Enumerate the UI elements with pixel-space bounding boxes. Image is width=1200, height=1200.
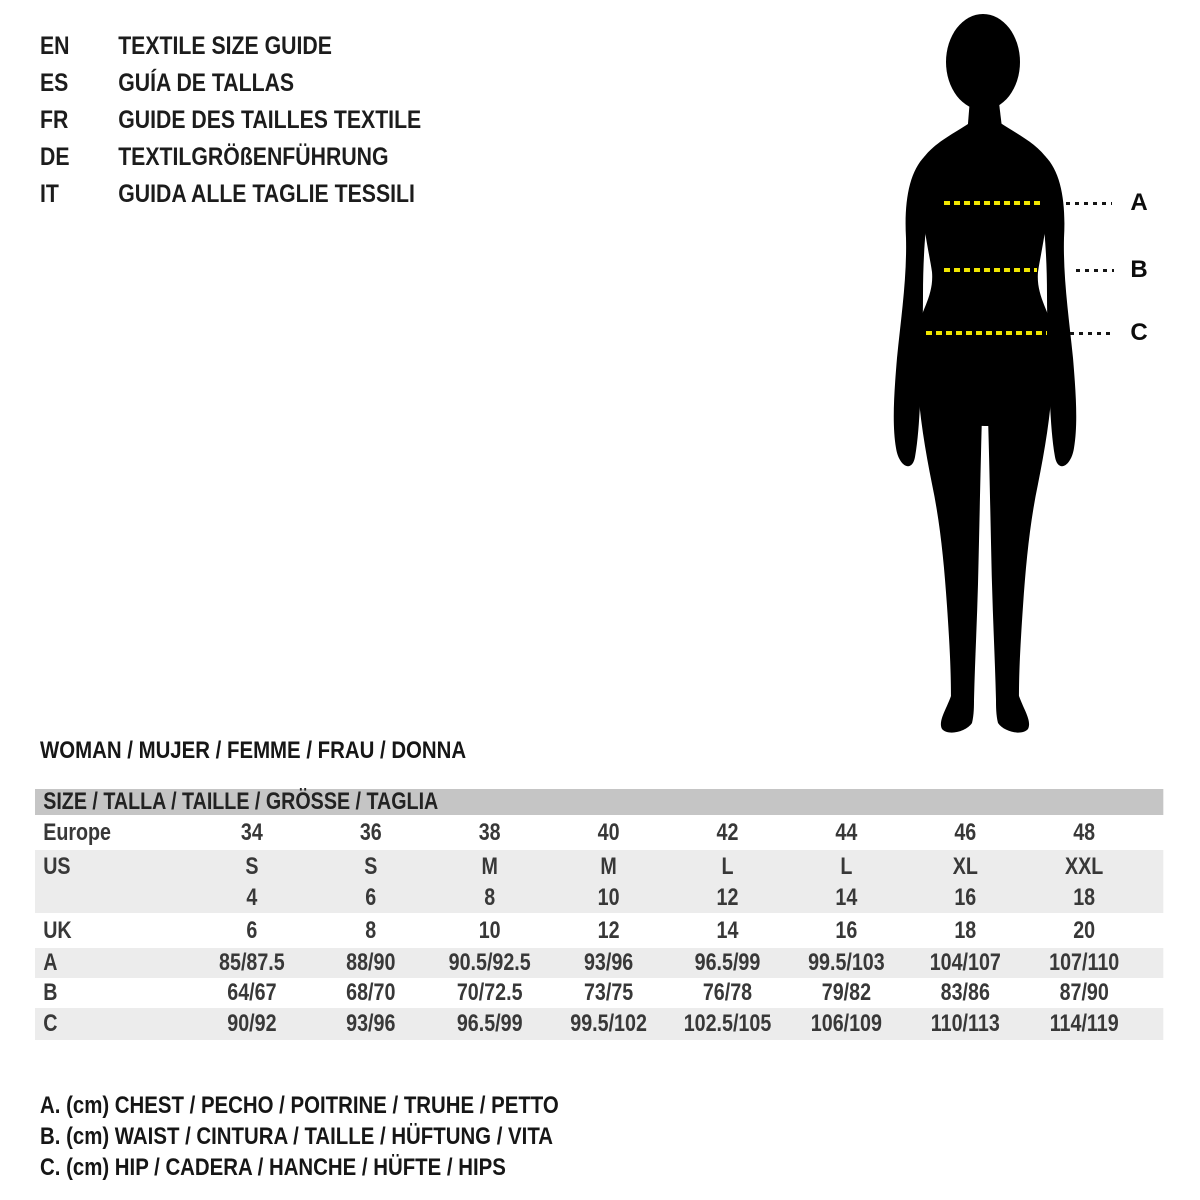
language-label: TEXTILGRÖßENFÜHRUNG	[118, 143, 389, 171]
legend-hip: C. (cm) HIP / CADERA / HANCHE / HÜFTE / HIPS	[40, 1153, 506, 1181]
language-item	[40, 28, 421, 65]
waist-measure-line	[944, 268, 1037, 272]
woman-silhouette-icon	[885, 10, 1085, 737]
row-label: UK	[43, 916, 72, 944]
size-cell: 96.5/99	[456, 1010, 523, 1037]
size-cell: 99.5/103	[808, 949, 885, 976]
chest-leader-line	[1066, 202, 1112, 205]
size-cell: M	[600, 852, 617, 880]
size-cell: 16	[954, 884, 977, 911]
size-cell: 90/92	[227, 1010, 277, 1037]
size-cell: 40	[597, 818, 620, 846]
language-code: IT	[40, 180, 59, 208]
language-code: ES	[40, 69, 69, 97]
size-cell: 10	[597, 884, 620, 911]
size-cell: 4	[246, 884, 258, 911]
table-row-us-numeric	[35, 883, 1163, 913]
size-cell: 10	[478, 916, 501, 944]
hip-leader-line	[1070, 332, 1114, 335]
size-cell: 38	[478, 818, 501, 846]
size-cell: 107/110	[1049, 949, 1120, 976]
row-label: C	[43, 1010, 58, 1037]
size-cell: 106/109	[810, 1010, 882, 1037]
size-cell: 48	[1073, 818, 1096, 846]
language-label: GUIDE DES TAILLES TEXTILE	[118, 106, 422, 134]
size-cell: 73/75	[583, 979, 634, 1006]
section-title: WOMAN / MUJER / FEMME / FRAU / DONNA	[40, 737, 467, 764]
language-label: TEXTILE SIZE GUIDE	[118, 32, 332, 60]
size-cell: 83/86	[940, 979, 990, 1006]
table-header: SIZE / TALLA / TAILLE / GRÖSSE / TAGLIA	[35, 789, 1163, 815]
size-cell: 90.5/92.5	[448, 949, 531, 976]
size-cell: 44	[835, 818, 858, 846]
row-label: Europe	[43, 818, 112, 846]
chest-measure-line	[944, 201, 1040, 205]
size-cell: 14	[716, 916, 739, 944]
language-code: EN	[40, 32, 70, 60]
size-cell: 102.5/105	[683, 1010, 772, 1037]
size-cell: 110/113	[930, 1010, 1000, 1037]
size-cell: S	[364, 852, 378, 880]
size-cell: 64/67	[227, 979, 277, 1006]
language-item	[40, 139, 421, 176]
size-cell: 46	[954, 818, 977, 846]
legend-chest: A. (cm) CHEST / PECHO / POITRINE / TRUHE / PETTO	[40, 1091, 559, 1119]
size-cell: 18	[1073, 884, 1096, 911]
size-cell: 18	[954, 916, 977, 944]
language-label: GUIDA ALLE TAGLIE TESSILI	[118, 180, 415, 208]
row-label: A	[43, 949, 58, 976]
table-row-europe	[35, 815, 1163, 850]
size-cell: 79/82	[821, 979, 872, 1006]
measurement-legend	[40, 1090, 650, 1183]
size-cell: 12	[716, 884, 739, 911]
size-cell: 70/72.5	[456, 979, 523, 1006]
size-cell: 114/119	[1049, 1010, 1119, 1037]
size-cell: 12	[597, 916, 620, 944]
table-row-hip	[35, 1008, 1163, 1040]
table-row-waist	[35, 978, 1163, 1008]
size-cell: 6	[246, 916, 258, 944]
language-item	[40, 102, 421, 139]
waist-leader-line	[1076, 269, 1114, 272]
measure-label-c: C	[1130, 319, 1148, 346]
size-cell: S	[245, 852, 259, 880]
row-label: US	[43, 852, 71, 880]
size-cell: 16	[835, 916, 858, 944]
size-cell: 93/96	[346, 1010, 396, 1037]
size-cell: 104/107	[929, 949, 1001, 976]
language-item	[40, 65, 421, 102]
measure-label-b: B	[1130, 256, 1148, 283]
size-cell: 6	[365, 884, 377, 911]
size-cell: 96.5/99	[694, 949, 761, 976]
size-cell: 87/90	[1059, 979, 1109, 1006]
legend-waist: B. (cm) WAIST / CINTURA / TAILLE / HÜFTUNG / VITA	[40, 1122, 554, 1150]
size-cell: 34	[240, 818, 263, 846]
size-cell: 76/78	[702, 979, 753, 1006]
size-cell: L	[840, 852, 853, 880]
size-cell: 99.5/102	[570, 1010, 647, 1037]
language-item	[40, 176, 421, 213]
language-code: DE	[40, 143, 70, 171]
measure-label-a: A	[1130, 189, 1148, 216]
hip-measure-line	[926, 331, 1047, 335]
size-cell: 85/87.5	[219, 949, 285, 976]
size-cell: 68/70	[346, 979, 396, 1006]
size-cell: XXL	[1065, 852, 1104, 880]
table-row-uk	[35, 913, 1163, 948]
language-label: GUÍA DE TALLAS	[118, 69, 295, 97]
size-cell: M	[481, 852, 498, 880]
size-cell: 42	[716, 818, 739, 846]
size-cell: 93/96	[583, 949, 634, 976]
size-cell: 88/90	[346, 949, 396, 976]
size-cell: XL	[952, 852, 978, 880]
row-label: B	[43, 979, 58, 1006]
table-row-us	[35, 850, 1163, 883]
size-cell: L	[721, 852, 734, 880]
size-cell: 20	[1073, 916, 1096, 944]
size-cell: 8	[484, 884, 496, 911]
language-code: FR	[40, 106, 69, 134]
size-cell: 14	[835, 884, 858, 911]
table-row-chest	[35, 948, 1163, 978]
size-table	[35, 789, 1163, 1040]
size-cell: 8	[365, 916, 377, 944]
size-cell: 36	[359, 818, 382, 846]
language-list	[40, 28, 489, 213]
